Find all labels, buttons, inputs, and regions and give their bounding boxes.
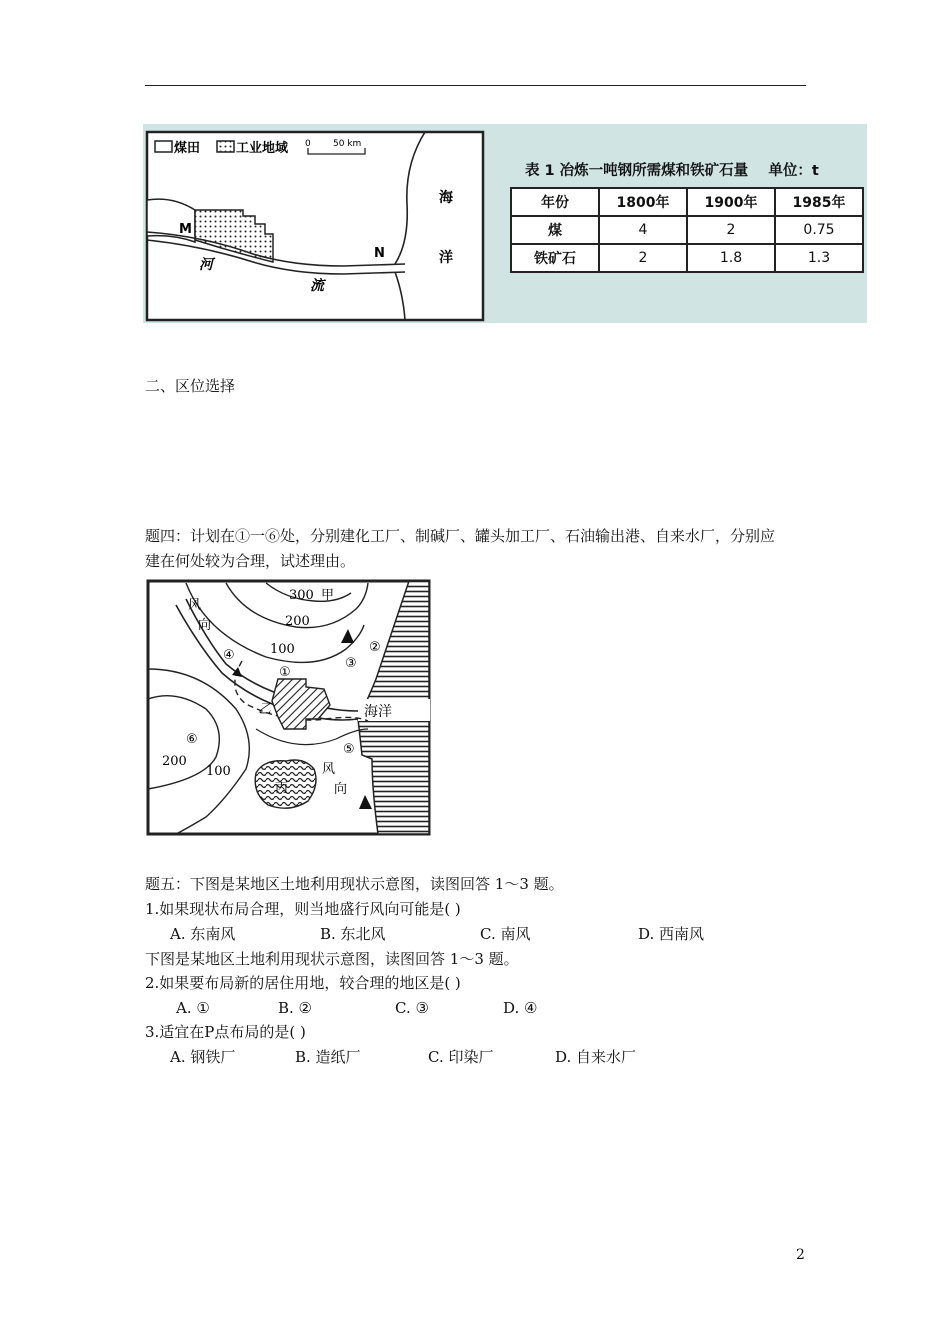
table-cell: 2: [599, 244, 687, 272]
point-n-label: N: [374, 246, 385, 261]
table-cell: 1.3: [775, 244, 863, 272]
q2-option-b: B. ②: [278, 999, 313, 1017]
contour-label-100: 100: [270, 642, 295, 657]
contour-label-200: 200: [285, 614, 310, 629]
contour-label-300: 300: [289, 588, 314, 603]
marker-4: ④: [223, 648, 235, 663]
q3-option-d: D. 自来水厂: [555, 1048, 637, 1066]
q5-question-2: 2.如果要布局新的居住用地，较合理的地区是( ): [145, 974, 461, 992]
marker-2: ②: [369, 640, 381, 655]
table-cell: 4: [599, 216, 687, 244]
legend-industry-label: 工业地域: [236, 141, 289, 156]
table-cell: 煤: [511, 216, 599, 244]
q1-option-c: C. 南风: [480, 925, 531, 943]
marker-5: ⑤: [343, 742, 355, 757]
lake-bing-label: 丙: [275, 781, 289, 796]
ocean-char-1: 海: [439, 190, 453, 206]
location-map-svg: [146, 579, 431, 836]
table-row: [511, 216, 863, 244]
table-header-row: [511, 188, 863, 216]
coal-legend-swatch: [155, 141, 172, 152]
q2-option-c: C. ③: [395, 999, 429, 1017]
table-cell: 年份: [511, 188, 599, 216]
marker-1: ①: [279, 665, 291, 680]
industry-legend-swatch: [217, 141, 234, 152]
scale-label: 50 km: [333, 139, 362, 149]
q1-option-b: B. 东北风: [320, 925, 386, 943]
section-2-title: 二、区位选择: [145, 377, 236, 395]
city-yi-label: 乙: [258, 702, 272, 717]
ocean-char-2: 洋: [439, 250, 453, 266]
ocean-label: 海洋: [364, 704, 392, 720]
location-jia-label: 甲: [321, 588, 335, 603]
marker-3: ③: [345, 656, 357, 671]
scale-zero: 0: [305, 139, 311, 149]
table-cell: 0.75: [775, 216, 863, 244]
q3-option-c: C. 印染厂: [428, 1048, 494, 1066]
river-char-2: 流: [310, 278, 324, 294]
wind-char-south-2: 向: [334, 782, 348, 797]
contour-label-100-south: 100: [206, 764, 231, 779]
table-cell: 1900年: [687, 188, 775, 216]
q5-question-3: 3.适宜在P点布局的是( ): [145, 1023, 306, 1041]
river-char-1: 河: [199, 257, 213, 273]
table-row: [511, 244, 863, 272]
legend-coal-label: 煤田: [174, 141, 201, 156]
q2-option-d: D. ④: [503, 999, 538, 1017]
q3-option-b: B. 造纸厂: [295, 1048, 361, 1066]
q1-option-d: D. 西南风: [638, 925, 705, 943]
table-title: 表 1 冶炼一吨钢所需煤和铁矿石量 单位：t: [525, 163, 819, 179]
wind-char-north-2: 向: [198, 618, 212, 633]
wind-char-north-1: 风: [188, 598, 202, 613]
table-cell: 1985年: [775, 188, 863, 216]
q4-line-1: 题四：计划在①一⑥处，分别建化工厂、制碱厂、罐头加工厂、石油输出港、自来水厂，分别应: [145, 527, 776, 545]
contour-label-200-south: 200: [162, 754, 187, 769]
table-cell: 1800年: [599, 188, 687, 216]
header-rule: [145, 85, 806, 86]
q5-question-1: 1.如果现状布局合理，则当地盛行风向可能是( ): [145, 900, 461, 918]
q5-intro: 题五：下图是某地区土地利用现状示意图，读图回答 1～3 题。: [145, 875, 564, 893]
table-cell: 1.8: [687, 244, 775, 272]
wind-char-south-1: 风: [322, 762, 336, 777]
location-map: [146, 579, 431, 836]
table-cell: 铁矿石: [511, 244, 599, 272]
q3-option-a: A. 钢铁厂: [170, 1048, 236, 1066]
point-m-label: M: [179, 222, 192, 237]
q2-option-a: A. ①: [176, 999, 210, 1017]
q1-option-a: A. 东南风: [170, 925, 236, 943]
page-number: 2: [796, 1247, 805, 1263]
marker-6: ⑥: [186, 732, 198, 747]
q5-intro-repeat: 下图是某地区土地利用现状示意图，读图回答 1～3 题。: [145, 950, 519, 968]
table-cell: 2: [687, 216, 775, 244]
steel-coal-table: [510, 187, 864, 273]
q4-line-2: 建在何处较为合理，试述理由。: [145, 552, 356, 570]
